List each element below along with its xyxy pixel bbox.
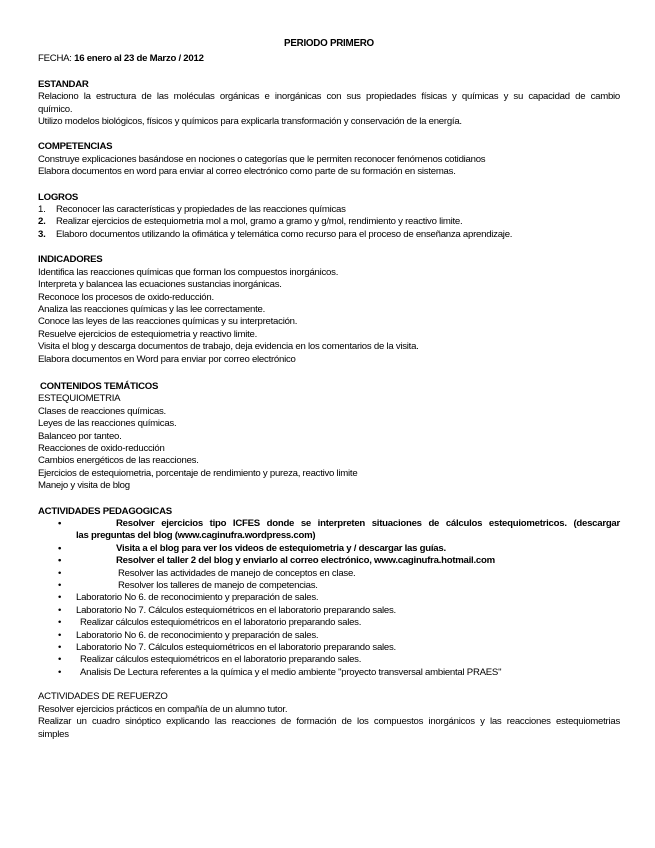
estandar-heading: ESTANDAR (38, 78, 89, 90)
logro-text: Elaboro documentos utilizando la ofimática y telemática como recurso para el proceso de enseñanza aprendizaje. (56, 228, 513, 240)
actividad-item (38, 605, 620, 617)
bullet-icon: • (58, 555, 62, 567)
actividad-text: las preguntas del blog (www.caginufra.wordpress.com) (76, 530, 316, 542)
bullet-icon: • (58, 567, 62, 579)
logro-text: Realizar ejercicios de estequiometria mol a mol, gramo a gramo y g/mol, rendimiento y reactivo limite. (56, 216, 463, 228)
indicador-item: Visita el blog y descarga documentos de trabajo, deja evidencia en los comentarios de la visita. (38, 341, 419, 353)
indicador-item: Analiza las reacciones químicas y las lee correctamente. (38, 303, 266, 315)
actividad-text: Resolver el taller 2 del blog y enviarlo al correo electrónico, www.caginufra.hotmail.com (116, 555, 495, 567)
competencias-heading: COMPETENCIAS (38, 141, 113, 153)
indicador-item: Conoce las leyes de las reacciones químicas y su interpretación. (38, 316, 298, 328)
fecha-line (38, 53, 620, 65)
actividades-heading: ACTIVIDADES PEDAGOGICAS (38, 505, 172, 517)
logro-item (38, 204, 620, 216)
actividad-item (38, 630, 620, 642)
contenidos-heading: CONTENIDOS TEMÁTICOS (40, 380, 159, 392)
contenido-item: Balanceo por tanteo. (38, 430, 122, 442)
contenido-item: Manejo y visita de blog (38, 480, 130, 492)
bullet-icon: • (58, 580, 62, 592)
indicador-item: Resuelve ejercicios de estequiometria y reactivo limite. (38, 328, 258, 340)
bullet-icon: • (58, 592, 62, 604)
actividad-text: Realizar cálculos estequiométricos en el laboratorio preparando sales. (80, 654, 362, 666)
contenido-item: Cambios energéticos de las reacciones. (38, 455, 199, 467)
actividad-text: Resolver ejercicios tipo ICFES donde se interpreten situaciones de cálculos estequiometricos. (descargar (116, 518, 620, 529)
fecha-label: FECHA: (38, 53, 72, 65)
bullet-icon: • (58, 629, 62, 641)
competencia-item: Construye explicaciones basándose en nociones o categorías que le permiten reconocer fenómenos cotidianos (38, 153, 486, 165)
logro-number: 2. (38, 216, 46, 228)
logros-heading: LOGROS (38, 191, 79, 203)
competencia-item: Elabora documentos en word para enviar al correo electrónico como parte de su formación en sistemas. (38, 166, 456, 178)
actividad-item (38, 580, 620, 592)
estandar-line: Utilizo modelos biológicos, físicos y químicos para explicarla transformación y conservación de la energía. (38, 116, 462, 128)
contenido-item: Leyes de las reacciones químicas. (38, 418, 177, 430)
indicador-item: Elabora documentos en Word para enviar por correo electrónico (38, 353, 296, 365)
actividad-item (38, 592, 620, 604)
indicador-item: Interpreta y balancea las ecuaciones sustancias inorgánicas. (38, 279, 282, 291)
logro-item (38, 229, 620, 241)
logro-text: Reconocer las características y propiedades de las reacciones químicas (56, 204, 346, 216)
actividad-item (38, 617, 620, 629)
contenido-item: ESTEQUIOMETRIA (38, 393, 121, 405)
bullet-icon: • (58, 617, 62, 629)
indicadores-heading: INDICADORES (38, 254, 103, 266)
actividad-item (38, 667, 620, 679)
refuerzo-heading: ACTIVIDADES DE REFUERZO (38, 691, 168, 703)
logros-list (38, 204, 620, 241)
actividad-text: Laboratorio No 6. de reconocimiento y preparación de sales. (76, 629, 319, 641)
actividad-text: Laboratorio No 6. de reconocimiento y preparación de sales. (76, 592, 319, 604)
actividad-text: Visita a el blog para ver los videos de estequiometria y / descargar las guías. (116, 542, 446, 554)
document-page (38, 38, 620, 741)
actividad-item (38, 568, 620, 580)
bullet-icon: • (58, 604, 62, 616)
contenido-item: Clases de reacciones químicas. (38, 405, 166, 417)
bullet-icon: • (58, 518, 62, 529)
actividad-item (38, 654, 620, 666)
estandar-line: químico. (38, 103, 73, 115)
bullet-icon: • (58, 666, 62, 678)
actividad-item (38, 642, 620, 654)
bullet-icon: • (58, 654, 62, 666)
actividad-item (38, 518, 620, 543)
logro-item (38, 216, 620, 228)
actividades-list (38, 518, 620, 679)
logro-number: 1. (38, 204, 46, 216)
bullet-icon: • (58, 642, 62, 654)
estandar-line: Relaciono la estructura de las moléculas orgánicas e inorgánicas con sus propiedades físicas y químicas y su capacidad de cambio (38, 91, 620, 103)
actividad-item (38, 555, 620, 567)
logro-number: 3. (38, 228, 46, 240)
page-title: PERIODO PRIMERO (284, 38, 374, 49)
contenido-item: Ejercicios de estequiometria, porcentaje de rendimiento y pureza, reactivo limite (38, 467, 358, 479)
contenido-item: Reacciones de oxido-reducción (38, 442, 165, 454)
refuerzo-line: simples (38, 728, 69, 740)
fecha-value: 16 enero al 23 de Marzo / 2012 (71, 53, 204, 65)
actividad-text: Resolver los talleres de manejo de competencias. (118, 580, 318, 592)
actividad-text: Analisis De Lectura referentes a la química y el medio ambiente "proyecto transversal ambiental PRAES" (80, 666, 502, 678)
actividad-text: Resolver las actividades de manejo de conceptos en clase. (118, 567, 356, 579)
refuerzo-line: Resolver ejercicios prácticos en compañía de un alumno tutor. (38, 703, 288, 715)
actividad-text: Laboratorio No 7. Cálculos estequiométricos en el laboratorio preparando sales. (76, 642, 396, 654)
indicador-item: Identifica las reacciones químicas que forman los compuestos inorgánicos. (38, 266, 339, 278)
refuerzo-line: Realizar un cuadro sinóptico explicando las reacciones de formación de los compuestos inorgánicos y las reacciones estequiometrias (38, 716, 620, 728)
actividad-text: Laboratorio No 7. Cálculos estequiométricos en el laboratorio preparando sales. (76, 604, 396, 616)
indicador-item: Reconoce los procesos de oxido-reducción. (38, 291, 214, 303)
bullet-icon: • (58, 542, 62, 554)
actividad-item (38, 543, 620, 555)
actividad-text: Realizar cálculos estequiométricos en el laboratorio preparando sales. (80, 617, 362, 629)
